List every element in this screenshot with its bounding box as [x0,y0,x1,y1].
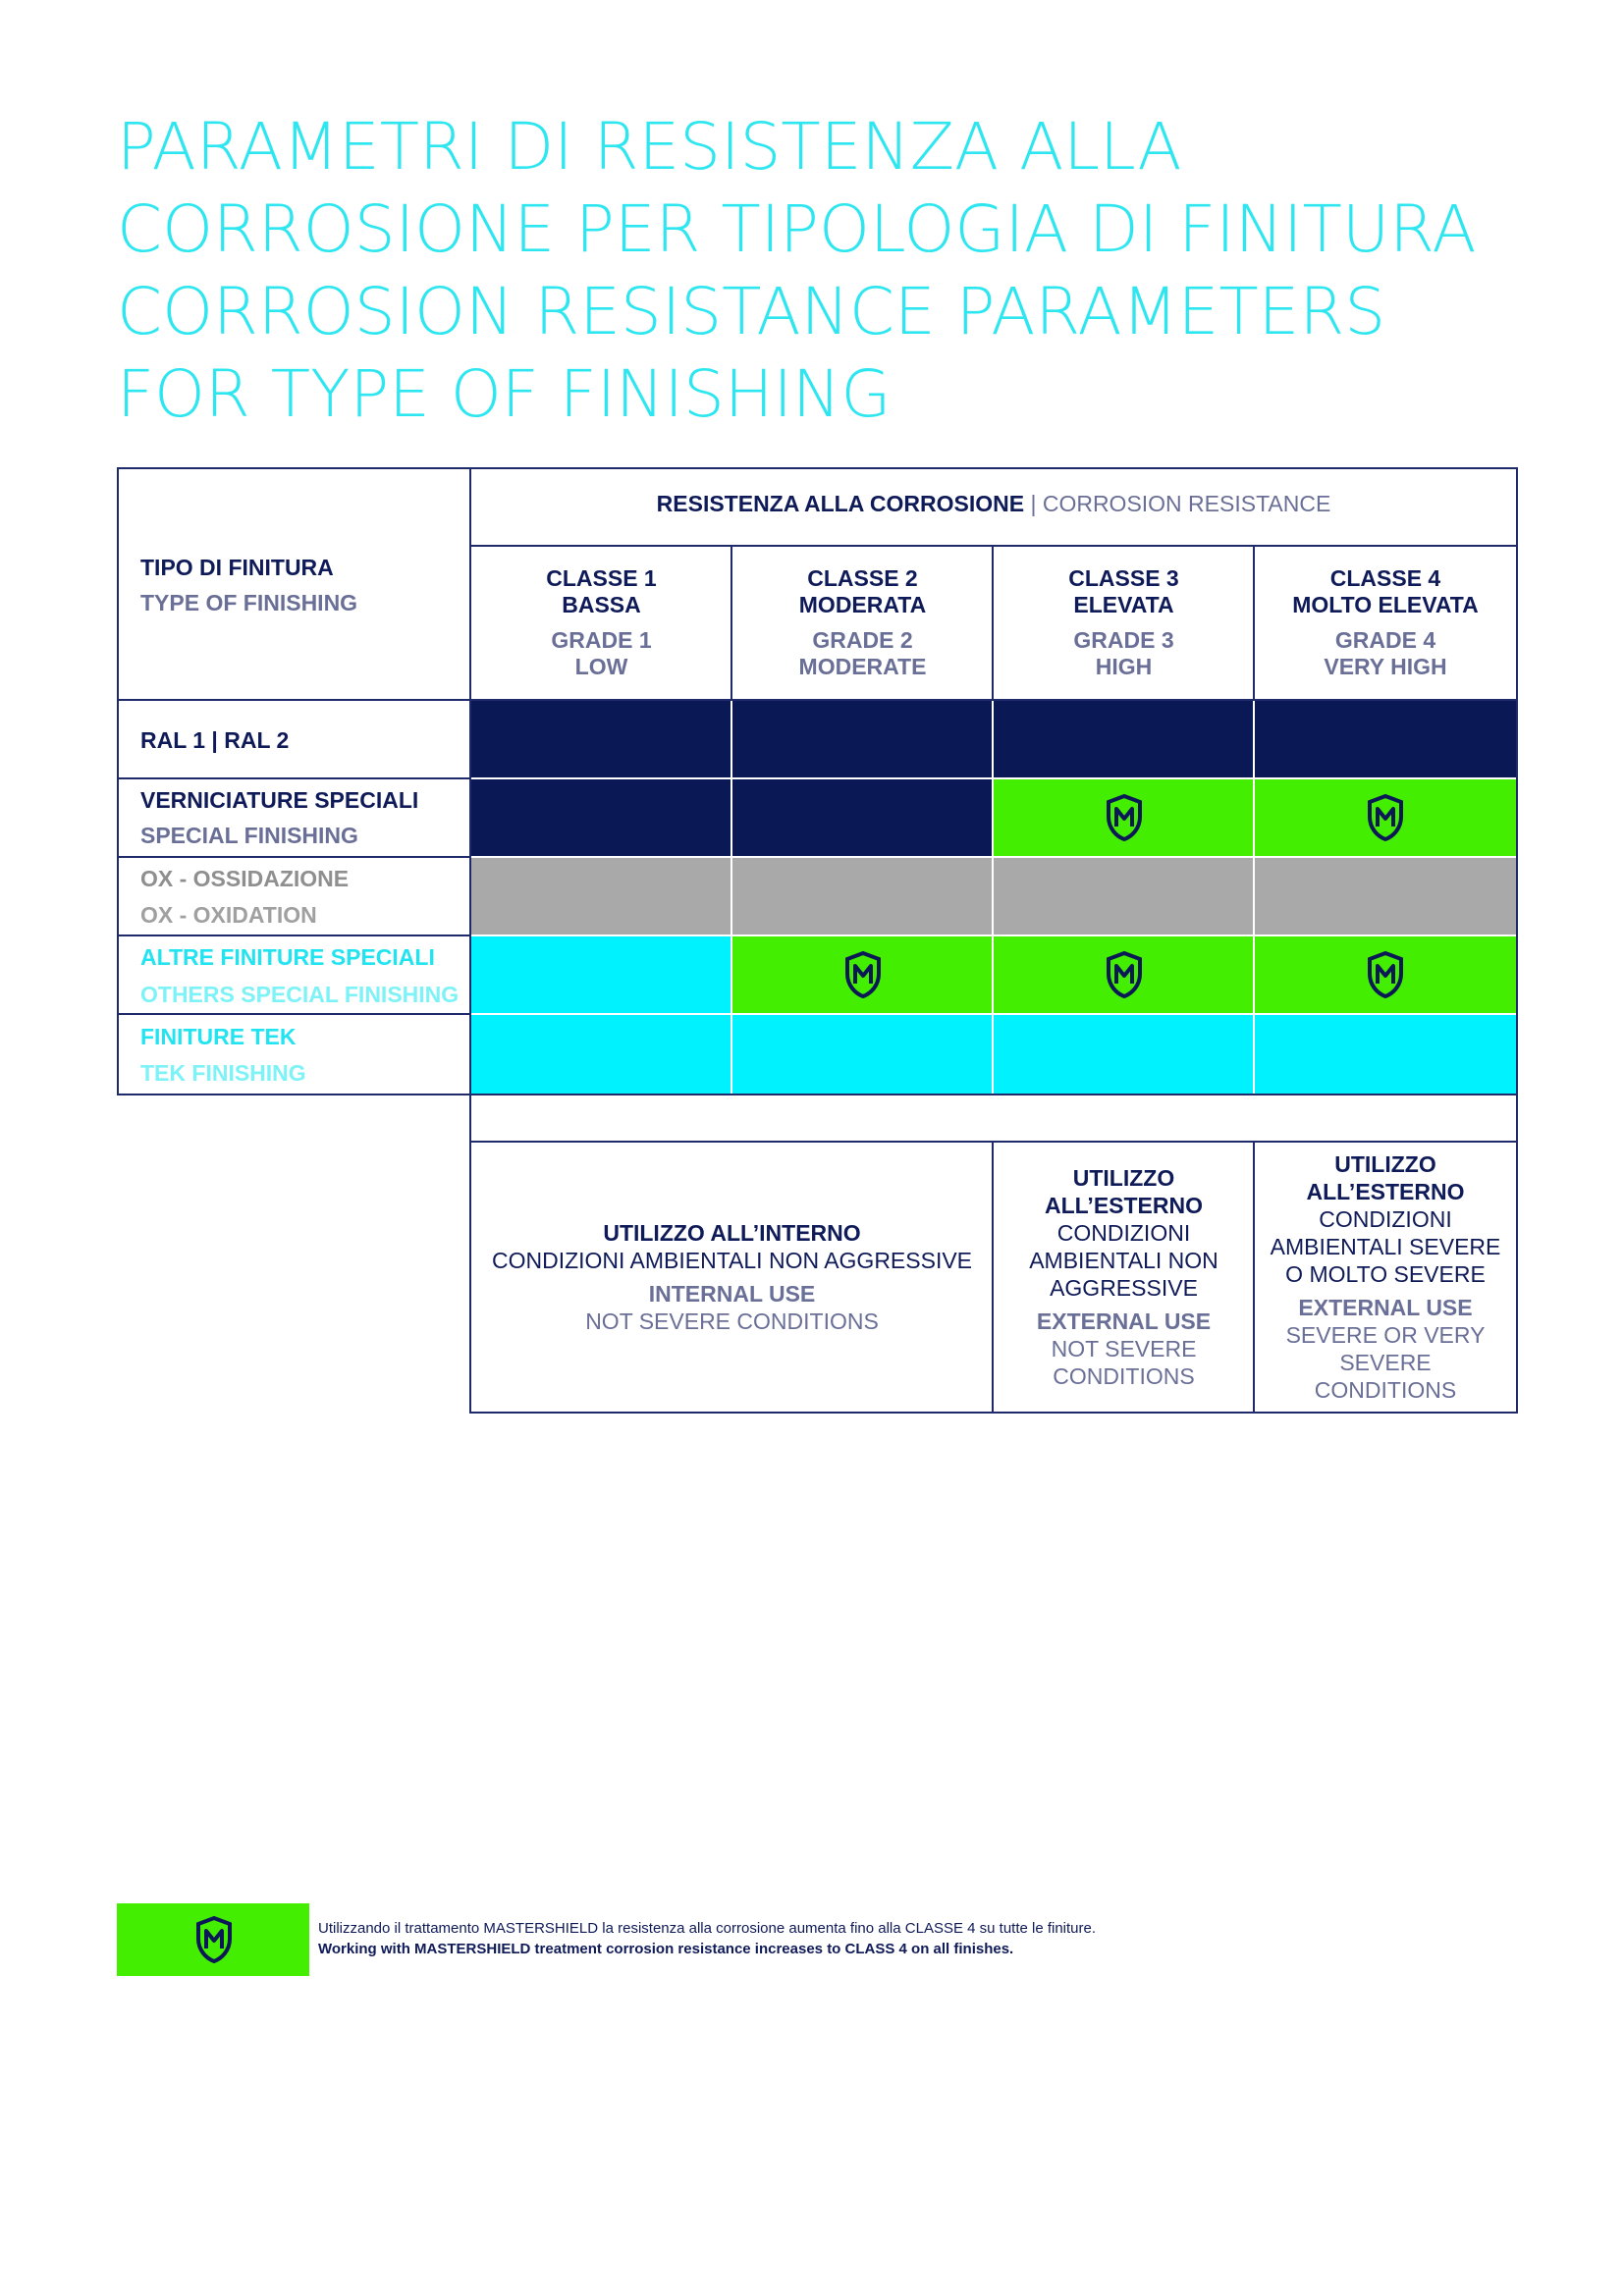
cell-ral-c3 [994,701,1254,777]
page-title [117,106,1541,436]
row-label-others-it: ALTRE FINITURE SPECIALI [140,944,435,970]
class-header-2 [732,565,993,680]
mastershield-shield-icon [843,950,883,999]
group-header-sep: | [1024,491,1043,516]
row-label-ox-it: OX - OSSIDAZIONE [140,866,350,891]
mastershield-shield-icon [194,1915,234,1964]
cell-tek-c4 [1255,1015,1516,1094]
usage-ext-vh-en1: EXTERNAL USE [1298,1295,1473,1320]
usage-ext-vh-en2c: CONDITIONS [1314,1377,1457,1403]
footnote-en: Working with MASTERSHIELD treatment corrosion resistance increases to CLASS 4 on all finishes. [318,1941,1014,1957]
corner-label-en: TYPE OF FINISHING [140,590,358,615]
class-2-it2: MODERATA [798,592,927,617]
mastershield-shield-icon [1105,950,1144,999]
row-label-others-en: OTHERS SPECIAL FINISHING [140,982,460,1007]
usage-ext-high-it2b: AMBIENTALI NON [1029,1248,1218,1273]
class-3-it1: CLASSE 3 [1068,565,1179,591]
class-2-en1: GRADE 2 [812,627,913,653]
usage-ext-high-en2b: CONDITIONS [1053,1363,1195,1389]
usage-internal-it1: UTILIZZO ALL’INTERNO [603,1220,861,1246]
class-header-3 [994,565,1254,680]
group-header [471,491,1516,517]
row-label-ral: RAL 1 | RAL 2 [140,727,290,753]
class-header-1 [471,565,731,680]
usage-ext-vh-it2c: O MOLTO SEVERE [1285,1261,1486,1287]
row-label-special-en: SPECIAL FINISHING [140,823,358,848]
class-1-en1: GRADE 1 [551,627,652,653]
row-label-special-it: VERNICIATURE SPECIALI [140,787,419,813]
class-3-it2: ELEVATA [1073,592,1174,617]
usage-ext-high-it1b: ALL’ESTERNO [1044,1193,1203,1218]
usage-ext-vh-it2a: CONDIZIONI [1319,1206,1452,1232]
mastershield-shield-icon [1105,793,1144,842]
class-4-it1: CLASSE 4 [1329,565,1441,591]
class-header-4 [1255,565,1516,680]
group-header-en: CORROSION RESISTANCE [1042,491,1331,516]
cell-ox-c1 [471,858,731,934]
cell-ral-c1 [471,701,731,777]
usage-external-high [994,1164,1254,1390]
title-line-4: FOR TYPE OF FINISHING [117,356,892,432]
mastershield-shield-icon [1366,950,1405,999]
usage-ext-vh-it2b: AMBIENTALI SEVERE [1270,1234,1501,1259]
class-4-it2: MOLTO ELEVATA [1292,592,1479,617]
title-line-1: PARAMETRI DI RESISTENZA ALLA [117,109,1182,185]
cell-others-c1 [471,936,731,1013]
row-label-tek-en: TEK FINISHING [140,1060,306,1086]
class-1-en2: LOW [574,654,628,679]
row-label-tek-it: FINITURE TEK [140,1024,297,1049]
usage-ext-high-it1a: UTILIZZO [1072,1165,1175,1191]
usage-internal [471,1219,993,1335]
usage-ext-high-it2c: AGGRESSIVE [1050,1275,1198,1301]
class-3-en1: GRADE 3 [1073,627,1174,653]
class-2-it1: CLASSE 2 [807,565,918,591]
class-1-it1: CLASSE 1 [546,565,657,591]
group-header-it: RESISTENZA ALLA CORROSIONE [656,491,1025,516]
cell-tek-c2 [732,1015,993,1094]
footnote-it: Utilizzando il trattamento MASTERSHIELD la resistenza alla corrosione aumenta fino alla CLASSE 4 su tutte le finiture. [318,1920,1097,1937]
usage-ext-vh-it1a: UTILIZZO [1334,1151,1436,1177]
cell-ral-c2 [732,701,993,777]
corner-label-it: TIPO DI FINITURA [140,555,334,580]
cell-ox-c4 [1255,858,1516,934]
class-4-en1: GRADE 4 [1334,627,1436,653]
class-1-it2: BASSA [562,592,641,617]
usage-external-veryhigh [1255,1150,1516,1404]
title-line-2: CORROSIONE PER TIPOLOGIA DI FINITURA [117,191,1477,267]
usage-internal-en2: NOT SEVERE CONDITIONS [585,1308,879,1334]
cell-tek-c3 [994,1015,1254,1094]
cell-special-c2 [732,779,993,856]
cell-ox-c3 [994,858,1254,934]
usage-ext-vh-en2b: SEVERE [1339,1350,1432,1375]
cell-ox-c2 [732,858,993,934]
usage-ext-vh-en2a: SEVERE OR VERY [1285,1322,1486,1348]
class-4-en2: VERY HIGH [1324,654,1447,679]
title-line-3: CORROSION RESISTANCE PARAMETERS [117,274,1386,349]
cell-ral-c4 [1255,701,1516,777]
class-2-en2: MODERATE [798,654,927,679]
mastershield-shield-icon [1366,793,1405,842]
usage-ext-high-en1: EXTERNAL USE [1036,1308,1212,1334]
class-3-en2: HIGH [1095,654,1153,679]
cell-tek-c1 [471,1015,731,1094]
row-label-ox-en: OX - OXIDATION [140,902,317,928]
usage-ext-high-it2a: CONDIZIONI [1056,1220,1191,1246]
usage-internal-it2: CONDIZIONI AMBIENTALI NON AGGRESSIVE [491,1248,973,1273]
cell-special-c1 [471,779,731,856]
usage-ext-vh-it1b: ALL’ESTERNO [1306,1179,1465,1204]
usage-internal-en1: INTERNAL USE [648,1281,816,1307]
usage-ext-high-en2a: NOT SEVERE [1051,1336,1197,1362]
